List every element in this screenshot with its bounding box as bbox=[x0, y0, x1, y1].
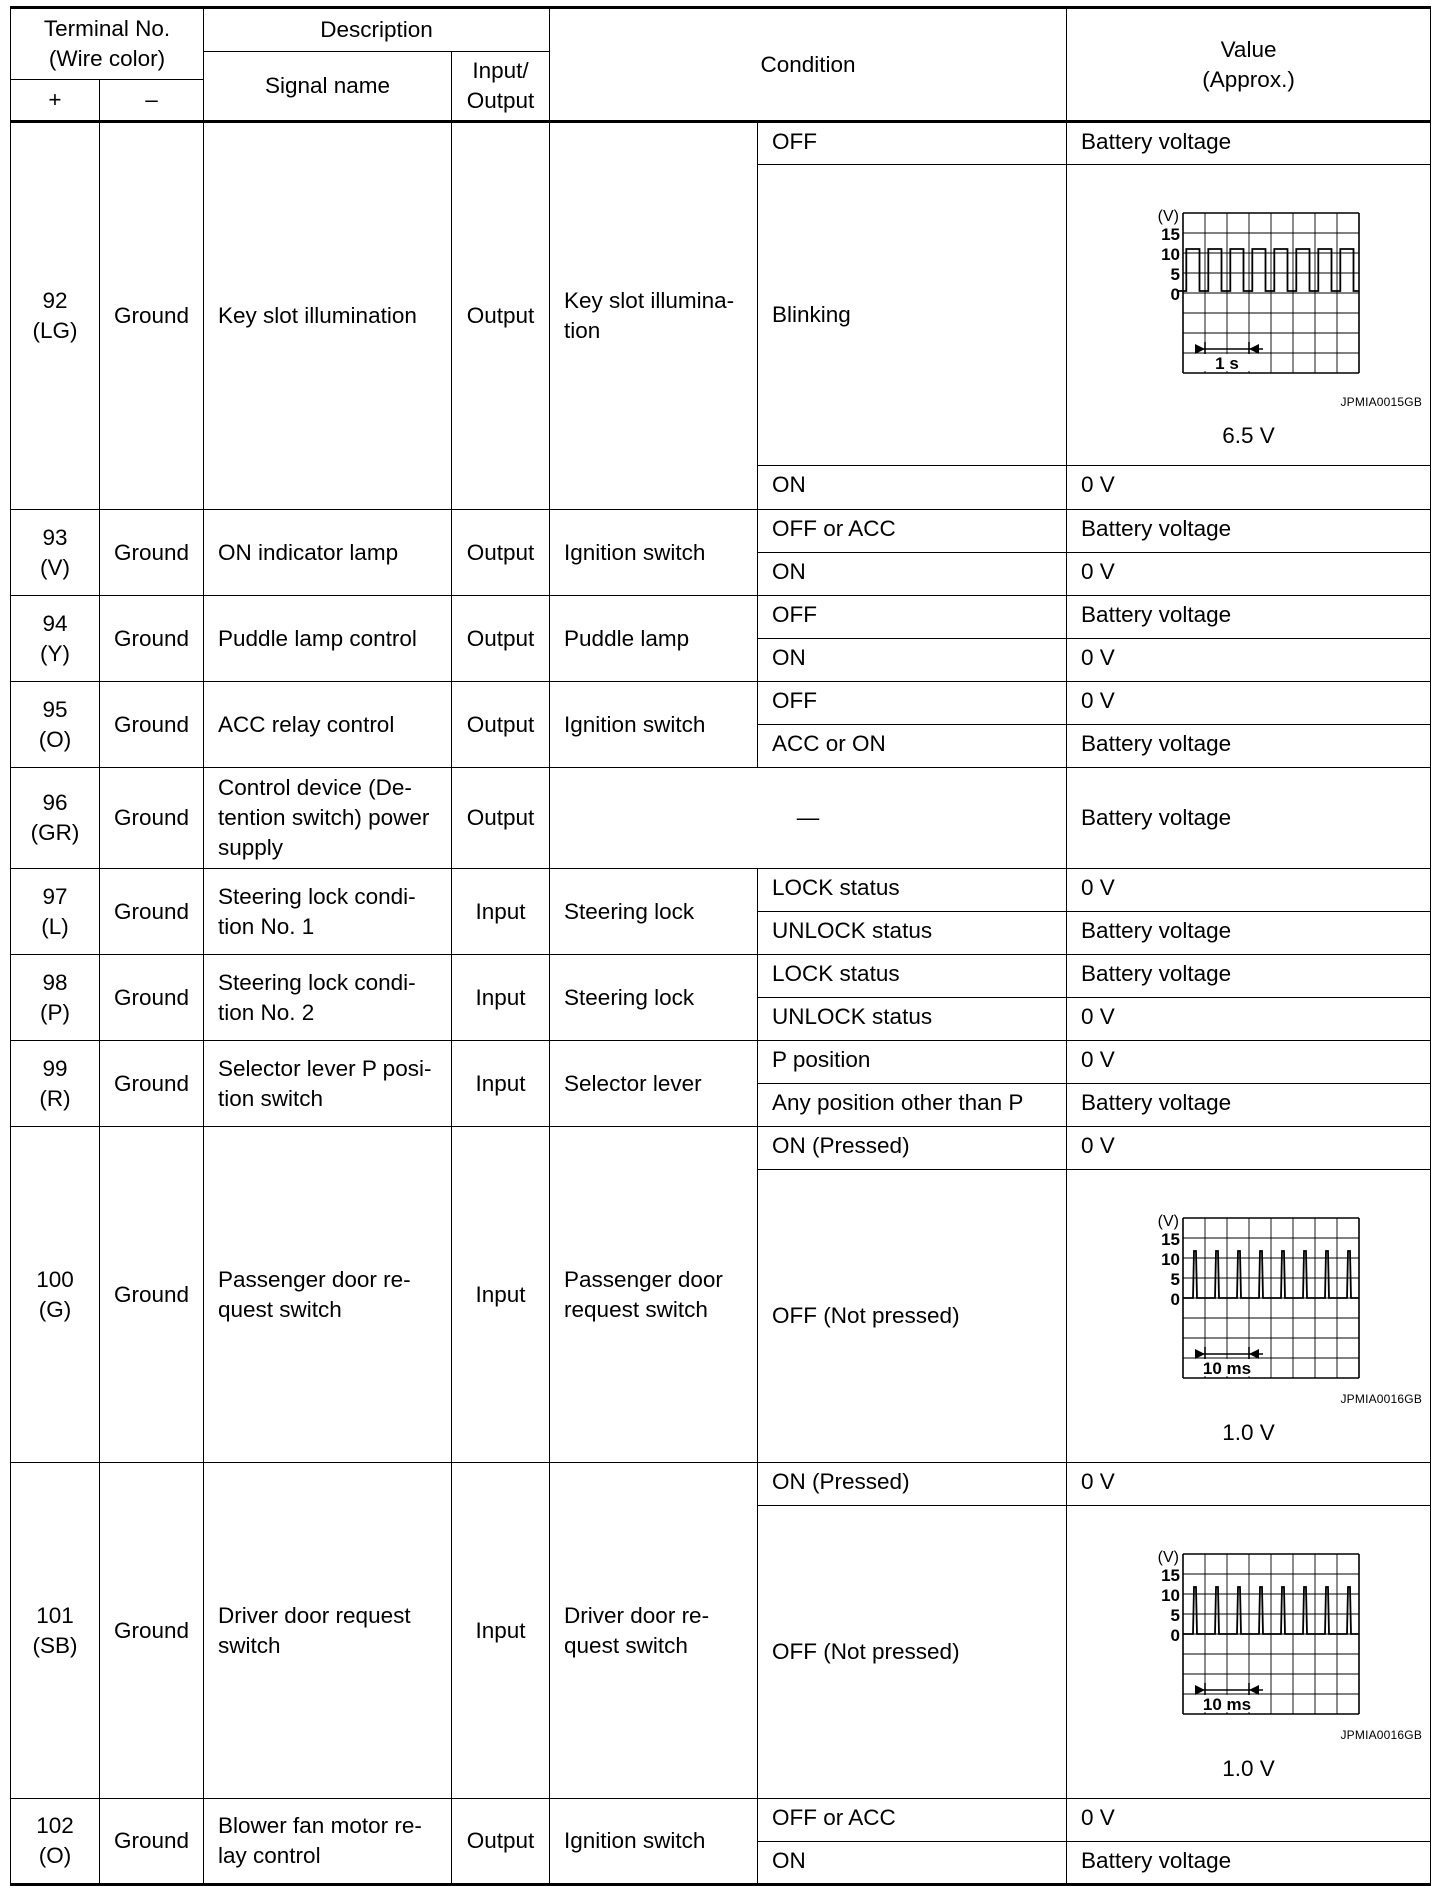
io-cell: Output bbox=[452, 122, 550, 510]
waveform-panel bbox=[1067, 1170, 1430, 1462]
condition-sub-cell: ACC or ON bbox=[758, 725, 1067, 768]
condition-main-cell: Driver door re- quest switch bbox=[550, 1463, 758, 1799]
waveform-scale-label: 10 ms bbox=[1202, 1359, 1252, 1378]
io-cell: Output bbox=[452, 768, 550, 869]
io-cell: Input bbox=[452, 955, 550, 1041]
waveform-tick-label: 10 bbox=[1161, 1586, 1181, 1605]
table-row bbox=[11, 596, 1431, 639]
condition-main-cell: Puddle lamp bbox=[550, 596, 758, 682]
condition-cell: — bbox=[550, 768, 1067, 869]
waveform-value: 1.0 V bbox=[1222, 1756, 1275, 1781]
io-cell: Input bbox=[452, 1463, 550, 1799]
condition-sub-cell: LOCK status bbox=[758, 869, 1067, 912]
ground-cell: Ground bbox=[100, 768, 204, 869]
terminal-cell: 94 (Y) bbox=[11, 596, 100, 682]
condition-sub-cell: LOCK status bbox=[758, 955, 1067, 998]
signal-name-cell: Passenger door re- quest switch bbox=[204, 1127, 452, 1463]
value-cell: 0 V bbox=[1067, 682, 1431, 725]
terminal-cell: 99 (R) bbox=[11, 1041, 100, 1127]
condition-sub-cell: ON bbox=[758, 639, 1067, 682]
terminal-cell: 92 (LG) bbox=[11, 122, 100, 510]
waveform-panel bbox=[1067, 165, 1430, 465]
waveform-unit-label: (V) bbox=[1157, 209, 1180, 225]
condition-sub-cell: Any position other than P bbox=[758, 1084, 1067, 1127]
ground-cell: Ground bbox=[100, 955, 204, 1041]
ground-cell: Ground bbox=[100, 682, 204, 768]
waveform-tick-label: 10 bbox=[1161, 245, 1181, 264]
condition-sub-cell: OFF (Not pressed) bbox=[758, 1506, 1067, 1799]
condition-sub-cell: ON (Pressed) bbox=[758, 1463, 1067, 1506]
condition-sub-cell: ON bbox=[758, 553, 1067, 596]
condition-sub-cell: ON bbox=[758, 1842, 1067, 1885]
ground-cell: Ground bbox=[100, 1463, 204, 1799]
value-cell: 0 V bbox=[1067, 998, 1431, 1041]
waveform-panel bbox=[1067, 1506, 1430, 1798]
table-row bbox=[11, 869, 1431, 912]
signal-name-cell: Driver door request switch bbox=[204, 1463, 452, 1799]
condition-main-cell: Ignition switch bbox=[550, 1799, 758, 1885]
condition-main-cell: Passenger door request switch bbox=[550, 1127, 758, 1463]
value-cell: 0 V bbox=[1067, 869, 1431, 912]
table-row bbox=[11, 768, 1431, 869]
waveform-figure-code: JPMIA0016GB bbox=[1340, 1392, 1423, 1406]
table-row bbox=[11, 1463, 1431, 1506]
waveform-tick-label: 5 bbox=[1170, 1270, 1181, 1289]
value-cell: 0 V bbox=[1067, 553, 1431, 596]
condition-main-cell: Ignition switch bbox=[550, 510, 758, 596]
waveform-tick-label: 10 bbox=[1161, 1250, 1181, 1269]
value-cell: Battery voltage bbox=[1067, 1084, 1431, 1127]
table-row bbox=[11, 122, 1431, 165]
value-cell: 0 V bbox=[1067, 1041, 1431, 1084]
value-cell: Battery voltage bbox=[1067, 955, 1431, 998]
value-cell: Battery voltage bbox=[1067, 122, 1431, 165]
header-description: Description bbox=[204, 8, 550, 52]
signal-name-cell: Blower fan motor re- lay control bbox=[204, 1799, 452, 1885]
signal-name-cell: Steering lock condi- tion No. 2 bbox=[204, 955, 452, 1041]
waveform-unit-label: (V) bbox=[1157, 1550, 1180, 1566]
waveform-figure-code: JPMIA0016GB bbox=[1340, 1728, 1423, 1742]
condition-main-cell: Steering lock bbox=[550, 869, 758, 955]
condition-main-cell: Ignition switch bbox=[550, 682, 758, 768]
waveform-tick-label: 0 bbox=[1170, 1626, 1181, 1645]
table-row bbox=[11, 1127, 1431, 1170]
waveform-tick-label: 15 bbox=[1161, 225, 1181, 244]
waveform-tick-label: 15 bbox=[1161, 1230, 1181, 1249]
signal-name-cell: Steering lock condi- tion No. 1 bbox=[204, 869, 452, 955]
value-cell: 0 V bbox=[1067, 639, 1431, 682]
io-cell: Input bbox=[452, 1041, 550, 1127]
ground-cell: Ground bbox=[100, 1127, 204, 1463]
header-condition: Condition bbox=[550, 8, 1067, 122]
header-minus: – bbox=[100, 80, 204, 122]
value-waveform-cell bbox=[1067, 165, 1431, 466]
ground-cell: Ground bbox=[100, 122, 204, 510]
condition-sub-cell: ON bbox=[758, 466, 1067, 510]
waveform-chart bbox=[1107, 1550, 1367, 1740]
waveform-chart bbox=[1107, 1214, 1367, 1404]
waveform-value: 6.5 V bbox=[1222, 423, 1275, 448]
waveform-scale-label: 10 ms bbox=[1202, 1695, 1252, 1714]
value-cell: 0 V bbox=[1067, 466, 1431, 510]
condition-sub-cell: OFF or ACC bbox=[758, 1799, 1067, 1842]
signal-name-cell: Selector lever P posi- tion switch bbox=[204, 1041, 452, 1127]
io-cell: Input bbox=[452, 869, 550, 955]
ground-cell: Ground bbox=[100, 869, 204, 955]
waveform-tick-label: 5 bbox=[1170, 265, 1181, 284]
terminal-cell: 102 (O) bbox=[11, 1799, 100, 1885]
waveform-figure-code: JPMIA0015GB bbox=[1340, 395, 1423, 409]
waveform-tick-label: 5 bbox=[1170, 1606, 1181, 1625]
waveform-unit-label: (V) bbox=[1157, 1214, 1180, 1230]
condition-main-cell: Selector lever bbox=[550, 1041, 758, 1127]
terminal-cell: 97 (L) bbox=[11, 869, 100, 955]
header-value: Value (Approx.) bbox=[1067, 8, 1431, 122]
terminal-cell: 95 (O) bbox=[11, 682, 100, 768]
value-cell: Battery voltage bbox=[1067, 1842, 1431, 1885]
value-cell: Battery voltage bbox=[1067, 725, 1431, 768]
signal-name-cell: ON indicator lamp bbox=[204, 510, 452, 596]
signal-name-cell: Puddle lamp control bbox=[204, 596, 452, 682]
terminal-spec-table bbox=[10, 6, 1431, 1886]
value-cell: Battery voltage bbox=[1067, 510, 1431, 553]
table-row bbox=[11, 1799, 1431, 1842]
waveform-tick-label: 0 bbox=[1170, 1290, 1181, 1309]
condition-main-cell: Steering lock bbox=[550, 955, 758, 1041]
signal-name-cell: Key slot illumination bbox=[204, 122, 452, 510]
io-cell: Output bbox=[452, 510, 550, 596]
io-cell: Input bbox=[452, 1127, 550, 1463]
condition-sub-cell: OFF (Not pressed) bbox=[758, 1170, 1067, 1463]
table-row bbox=[11, 682, 1431, 725]
table-row bbox=[11, 955, 1431, 998]
value-cell: 0 V bbox=[1067, 1463, 1431, 1506]
io-cell: Output bbox=[452, 682, 550, 768]
terminal-cell: 98 (P) bbox=[11, 955, 100, 1041]
ground-cell: Ground bbox=[100, 1799, 204, 1885]
terminal-cell: 101 (SB) bbox=[11, 1463, 100, 1799]
signal-name-cell: ACC relay control bbox=[204, 682, 452, 768]
waveform-tick-label: 0 bbox=[1170, 285, 1181, 304]
ground-cell: Ground bbox=[100, 596, 204, 682]
ground-cell: Ground bbox=[100, 1041, 204, 1127]
condition-sub-cell: UNLOCK status bbox=[758, 912, 1067, 955]
waveform-value: 1.0 V bbox=[1222, 1420, 1275, 1445]
header-plus: + bbox=[11, 80, 100, 122]
value-cell: Battery voltage bbox=[1067, 912, 1431, 955]
waveform-chart bbox=[1107, 209, 1367, 399]
terminal-cell: 93 (V) bbox=[11, 510, 100, 596]
condition-sub-cell: UNLOCK status bbox=[758, 998, 1067, 1041]
condition-main-cell: Key slot illumina- tion bbox=[550, 122, 758, 510]
io-cell: Output bbox=[452, 1799, 550, 1885]
condition-sub-cell: OFF or ACC bbox=[758, 510, 1067, 553]
condition-sub-cell: OFF bbox=[758, 596, 1067, 639]
terminal-cell: 100 (G) bbox=[11, 1127, 100, 1463]
table-row bbox=[11, 1041, 1431, 1084]
header-signal-name: Signal name bbox=[204, 52, 452, 122]
waveform-trace bbox=[1177, 249, 1359, 291]
table-row bbox=[11, 510, 1431, 553]
header-input-output: Input/ Output bbox=[452, 52, 550, 122]
condition-sub-cell: OFF bbox=[758, 682, 1067, 725]
terminal-cell: 96 (GR) bbox=[11, 768, 100, 869]
waveform-tick-label: 15 bbox=[1161, 1566, 1181, 1585]
signal-name-cell: Control device (De- tention switch) power supply bbox=[204, 768, 452, 869]
condition-sub-cell: ON (Pressed) bbox=[758, 1127, 1067, 1170]
condition-sub-cell: P position bbox=[758, 1041, 1067, 1084]
table-header bbox=[11, 8, 1431, 122]
condition-sub-cell: Blinking bbox=[758, 165, 1067, 466]
value-cell: Battery voltage bbox=[1067, 768, 1431, 869]
io-cell: Output bbox=[452, 596, 550, 682]
value-cell: 0 V bbox=[1067, 1799, 1431, 1842]
value-cell: 0 V bbox=[1067, 1127, 1431, 1170]
value-cell: Battery voltage bbox=[1067, 596, 1431, 639]
value-waveform-cell bbox=[1067, 1170, 1431, 1463]
waveform-scale-label: 1 s bbox=[1215, 354, 1239, 373]
ground-cell: Ground bbox=[100, 510, 204, 596]
table-body bbox=[11, 122, 1431, 1885]
condition-sub-cell: OFF bbox=[758, 122, 1067, 165]
value-waveform-cell bbox=[1067, 1506, 1431, 1799]
header-terminal-no: Terminal No. (Wire color) bbox=[11, 8, 204, 80]
